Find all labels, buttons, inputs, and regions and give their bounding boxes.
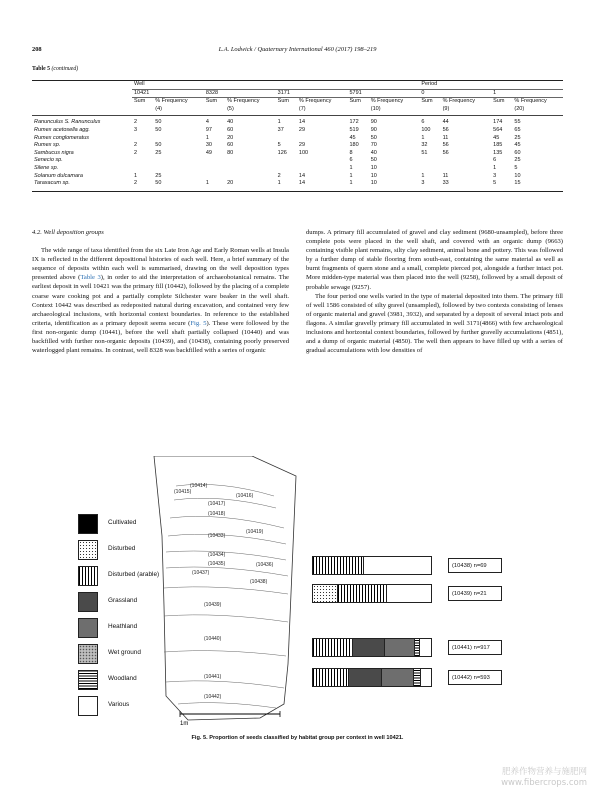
bar-segment [313,585,337,602]
table-row [32,173,563,181]
frequency-cell [297,157,348,165]
frequency-cell: 44 [442,119,449,126]
frequency-header: % Frequency (5) [225,98,276,116]
well-header: 5791 [347,89,419,98]
frequency-cell: 55 [514,119,521,126]
frequency-cell [153,135,204,143]
bar-segment [337,585,387,602]
sum-cell: 1 [493,164,497,171]
sum-cell: 6 [493,157,497,164]
taxon-cell: Silene sp. [34,164,59,171]
legend-swatch [78,566,98,586]
sum-cell: 8 [349,149,353,156]
sum-cell: 45 [349,134,356,141]
sum-cell: 100 [421,126,431,133]
sum-cell [204,157,225,165]
sum-header: Sum [132,98,153,116]
frequency-cell [297,165,348,173]
well-header: 3171 [276,89,348,98]
sum-cell: 126 [277,149,287,156]
frequency-cell: 10 [370,164,377,171]
frequency-cell: 50 [155,119,162,126]
period-header: 0 [419,89,491,98]
paragraph: dumps. A primary fill accumulated of gravel and clay sediment (9680-unsampled), before three complete pots were placed in the well shaft, and covered with an organic dump (9663) containing visible plant remains, silty clay sediment, animal bone and pottery. This was followed by a further dump of stable flooring from south-east, containing the same material as well as burnt fragments of quern stone and a small, complete pierced pot, alongside a further intact pot. More midden-type material was then placed into the well (9258), followed by a small deposit of probable sewage (9257). [306,229,563,291]
frequency-cell: 65 [514,126,521,133]
frequency-cell: 80 [227,149,234,156]
context-label: (10440) [204,636,222,642]
table-row [32,150,563,158]
table-caption-label: Table 5 [32,66,50,72]
section-heading: 4.2. Well deposition groups [32,229,104,236]
fig-5-link[interactable]: Fig. 5 [190,319,207,327]
taxa-table [32,80,563,192]
sum-cell: 172 [349,119,359,126]
sum-cell [132,135,153,143]
sum-cell [419,157,440,165]
sum-cell: 180 [349,142,359,149]
sum-cell [276,135,297,143]
bar-segment [348,669,381,686]
context-label: (10438) [250,579,268,585]
frequency-cell: 14 [297,180,348,191]
frequency-cell: 11 [442,134,449,141]
sum-cell: 37 [277,126,284,133]
habitat-bar [312,584,432,603]
sum-cell: 49 [205,149,212,156]
frequency-cell: 10 [369,180,420,191]
frequency-header: % Frequency (4) [153,98,204,116]
legend-label: Disturbed (arable) [108,571,160,578]
table-row [32,127,563,135]
frequency-cell: 25 [155,172,162,179]
text-column-left [32,228,289,355]
context-label: (10417) [208,501,226,507]
sum-cell: 1 [421,172,425,179]
context-label: (10419) [246,529,264,535]
frequency-cell: 50 [155,126,162,133]
sum-cell [204,173,225,181]
frequency-cell: 20 [227,134,234,141]
bar-segment [419,639,431,656]
sum-header: Sum [419,98,440,116]
group-header-well: Well [132,81,419,90]
frequency-cell: 25 [514,157,521,164]
bar-segment [313,669,348,686]
sum-cell: 1 [205,134,209,141]
frequency-cell: 56 [442,126,449,133]
sum-cell: 4 [205,119,209,126]
frequency-cell [153,157,204,165]
sum-cell: 135 [493,149,503,156]
bar-segment [413,669,420,686]
frequency-cell: 50 [155,142,162,149]
legend-label: Cultivated [108,519,137,526]
legend-swatch [78,592,98,612]
context-label: (10442) [204,694,222,700]
watermark: 肥养作物营养与施肥网 www.fibercrops.com [501,767,587,788]
legend-label: Woodland [108,675,137,682]
sum-cell: 5 [277,142,281,149]
bar-label: (10441) n=917 [448,640,502,655]
habitat-bar [312,668,432,687]
frequency-cell: 11 [442,172,449,179]
sum-cell [132,165,153,173]
table-3-link[interactable]: Table 3 [80,274,101,282]
frequency-cell [225,173,276,181]
sum-cell: 1 [349,164,353,171]
frequency-header: % Frequency (9) [441,98,492,116]
sum-cell: 1 [421,134,425,141]
taxon-cell: Rumex conglomeratus [34,134,90,141]
frequency-cell: 90 [370,119,377,126]
bar-segment [381,669,413,686]
table-caption [32,66,78,72]
sum-cell [276,165,297,173]
frequency-header: % Frequency (7) [297,98,348,116]
figure-5 [70,456,530,728]
taxon-cell: Senecio sp. [34,157,63,164]
frequency-cell: 10 [370,172,377,179]
frequency-cell: 60 [514,149,521,156]
sum-cell: 6 [349,157,353,164]
taxon-cell: Solanum dulcamara [34,172,83,179]
frequency-cell [297,135,348,143]
frequency-cell: 25 [514,134,521,141]
frequency-cell: 25 [155,149,162,156]
sum-cell: 1 [134,172,138,179]
bar-segment [313,639,352,656]
paragraph: The four period one wells varied in the type of material deposited into them. The primary fill of well 1586 consisted of silty gravel (unsampled), followed by two contexts consisting of lenses of organic material and gravel (3981, 3932), and separated by a deposit of several intact pots and flagons. A similar gravelly primary fill accumulated in well 3171(4866) with few archaeological inclusions and horizontal context boundaries, followed by further gravelly accumulations (4851), and a dump of organic material (4850). The well then appears to have filled up with a series of gradual accumulations with low densities of [306,292,563,355]
legend-swatch [78,618,98,638]
taxon-cell: Ranunculus S. Ranunculus [34,119,101,126]
context-label: (10433) [208,533,226,539]
sum-cell: 2 [132,180,153,191]
sum-cell: 3 [134,126,138,133]
table-row [32,116,563,127]
sum-cell: 6 [421,119,425,126]
sum-cell: 97 [205,126,212,133]
scale-label: 1m [180,721,189,727]
frequency-cell: 33 [441,180,492,191]
sum-cell [132,157,153,165]
taxon-cell: Rumex sp. [34,142,61,149]
sum-cell: 174 [493,119,503,126]
page-number: 208 [32,46,42,53]
frequency-cell: 5 [514,164,518,171]
frequency-cell: 14 [298,172,306,179]
taxon-cell: Rumex acetosella agg. [34,126,90,133]
legend-label: Heathland [108,623,138,630]
well-header: 10421 [132,89,204,98]
frequency-cell: 40 [227,119,234,126]
context-label: (10415) [174,489,192,495]
frequency-cell [441,157,492,165]
frequency-cell: 29 [298,126,306,133]
frequency-cell: 14 [298,119,306,126]
frequency-cell: 90 [370,126,377,133]
frequency-cell: 50 [370,134,377,141]
context-label: (10414) [190,483,208,489]
sum-cell [204,165,225,173]
figure-caption: Fig. 5. Proportion of seeds classified by habitat group per context in well 10421. [191,735,404,741]
frequency-cell [225,165,276,173]
bar-label: (10439) n=21 [448,586,502,601]
frequency-cell: 56 [442,142,449,149]
bar-segment [384,639,415,656]
context-label: (10436) [256,562,274,568]
context-label: (10437) [192,570,210,576]
sum-cell: 2 [277,172,281,179]
sum-cell: 5 [491,180,512,191]
sum-cell: 1 [277,119,281,126]
sum-cell: 3 [419,180,440,191]
sum-header: Sum [347,98,368,116]
sum-cell [276,157,297,165]
bar-segment [363,557,431,574]
table-row [32,180,563,191]
bar-segment [386,585,431,602]
frequency-cell: 45 [514,142,521,149]
sum-header: Sum [276,98,297,116]
text-column-right [306,228,563,355]
legend-label: Grassland [108,597,138,604]
sum-cell: 2 [134,142,138,149]
sum-cell: 519 [349,126,359,133]
paragraph: The wide range of taxa identified from the six Late Iron Age and Early Roman wells at Insula IX is reflected in the different depositional histories of each well. Here, a brief summary of the sequence of deposits within each well is summarised, drawing on the well deposition types presented above (Table 3), in order to aid the interpretation of archaeobotanical remains. The earliest deposit in well 10421 was the primary fill (10442), followed by the placing of a complete coarse ware cooking pot and a partially complete Silchester ware beaker in the well shaft. Context 10442 was described as redeposited natural during excavation, and contained very few archaeological inclusions, with horizontal context boundaries. In reference to the established criteria, identification as a primary deposit seems secure (Fig. 5). These were followed by the first non-organic dump (10441), before the well shaft partially collapsed (10440) and was backfilled with further non-organic deposits (10439), and (10438), containing poorly preserved waterlogged plant remains. In contrast, well 8328 was backfilled with a series of organic [32,247,289,355]
frequency-cell [153,165,204,173]
sum-cell: 1 [204,180,225,191]
legend-swatch [78,514,98,534]
sum-header: Sum [204,98,225,116]
sum-cell: 1 [276,180,297,191]
frequency-cell: 29 [298,142,306,149]
frequency-cell: 60 [227,142,234,149]
frequency-header: % Frequency (10) [369,98,420,116]
taxon-cell: Taraxacum sp. [32,180,132,191]
legend-label: Various [108,701,130,708]
sum-cell: 45 [493,134,500,141]
table-caption-continued: (continued) [51,66,79,72]
frequency-cell: 70 [370,142,377,149]
sum-cell: 185 [493,142,503,149]
context-label: (10418) [208,511,226,517]
frequency-header: % Frequency (20) [512,98,563,116]
frequency-cell: 100 [298,149,309,156]
journal-citation: L.A. Lodwick / Quaternary International 460 (2017) 198–219 [218,46,377,53]
bar-segment [313,557,363,574]
legend-label: Disturbed [108,545,136,552]
bar-label: (10438) n=69 [448,558,502,573]
frequency-cell: 60 [227,126,234,133]
frequency-cell: 20 [225,180,276,191]
habitat-bar [312,638,432,657]
frequency-cell [225,157,276,165]
frequency-cell: 40 [370,149,377,156]
context-label: (10439) [204,602,222,608]
sum-cell [419,165,440,173]
frequency-cell: 50 [370,157,377,164]
table-row [32,142,563,150]
legend-swatch [78,540,98,560]
context-label: (10434) [208,552,226,558]
well-header: 8328 [204,89,276,98]
bar-segment [420,669,431,686]
sum-cell: 32 [421,142,428,149]
legend-label: Wet ground [108,649,141,656]
context-label: (10416) [236,493,254,499]
frequency-cell [441,165,492,173]
bar-segment [352,639,384,656]
sum-cell: 3 [493,172,497,179]
legend-swatch [78,696,98,716]
frequency-cell: 15 [512,180,563,191]
context-label: (10441) [204,674,222,680]
table-row [32,157,563,165]
taxon-cell: Sambucus nigra [34,149,74,156]
sum-cell: 51 [421,149,428,156]
group-header-period: Period [419,81,563,90]
sum-cell: 30 [205,142,212,149]
frequency-cell: 10 [514,172,521,179]
table-row [32,165,563,173]
habitat-bar [312,556,432,575]
sum-cell: 564 [493,126,503,133]
period-header: 1 [491,89,563,98]
sum-header: Sum [491,98,512,116]
context-label: (10435) [208,561,226,567]
frequency-cell: 50 [153,180,204,191]
table-row [32,135,563,143]
legend-swatch [78,644,98,664]
legend-swatch [78,670,98,690]
sum-cell: 1 [349,172,353,179]
sum-cell: 1 [347,180,368,191]
bar-label: (10442) n=593 [448,670,502,685]
frequency-cell: 56 [442,149,449,156]
sum-cell: 2 [134,119,138,126]
sum-cell: 2 [134,149,138,156]
